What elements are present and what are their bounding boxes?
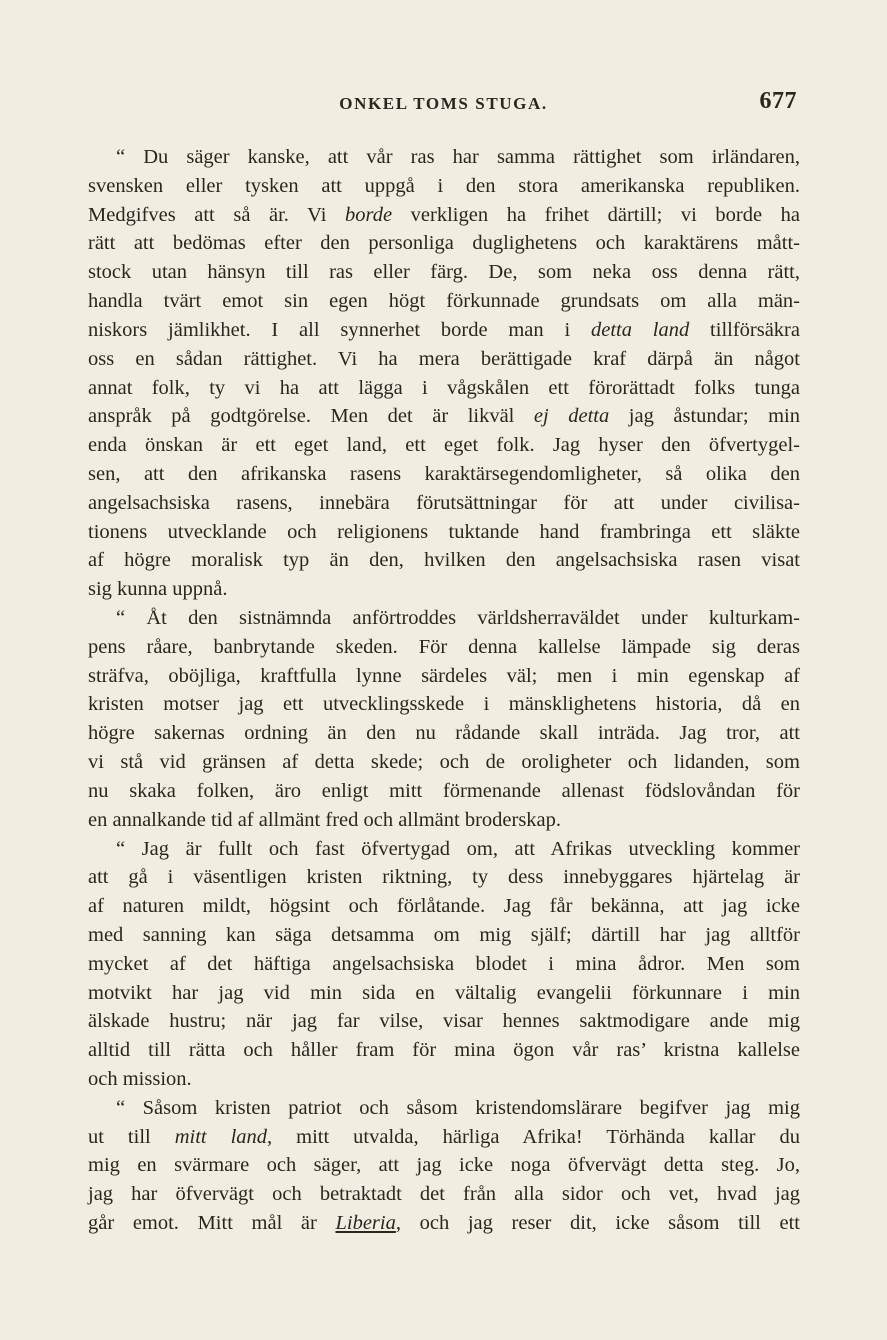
text-run: och mission. xyxy=(88,1068,192,1090)
text-line xyxy=(88,201,800,230)
text-line xyxy=(88,1036,800,1065)
text-run: niskors jämlikhet. I all synnerhet borde man i xyxy=(88,318,591,341)
text-line xyxy=(88,777,800,806)
text-run: sen, att den afrikanska rasens karaktärsegendomligheter, så olika den xyxy=(88,462,800,485)
text-line xyxy=(88,489,800,518)
text-line xyxy=(88,258,800,287)
page-header xyxy=(88,86,799,120)
text-line xyxy=(88,229,800,258)
text-run: , mitt utvalda, härliga Afrika! Törhända kallar du xyxy=(267,1125,800,1148)
text-line xyxy=(88,345,800,374)
text-run: sig kunna uppnå. xyxy=(88,578,228,601)
text-run: svensken eller tysken att uppgå i den stora amerikanska republiken. xyxy=(88,174,800,197)
text-line xyxy=(88,402,800,431)
text-line xyxy=(88,979,800,1008)
text-line xyxy=(88,892,800,921)
text-run: älskade hustru; när jag far vilse, visar hennes saktmodigare ande mig xyxy=(88,1010,800,1033)
text-line xyxy=(88,633,800,662)
page-number: 677 xyxy=(759,88,797,114)
text-run: “ Jag är fullt och fast öfvertygad om, att Afrikas utveckling kommer xyxy=(116,837,800,860)
text-run: pens råare, banbrytande skeden. För denna kallelse lämpade sig deras xyxy=(88,635,800,658)
text-run: ut till xyxy=(88,1125,175,1148)
italic-phrase: detta land xyxy=(590,318,690,341)
text-run: stock utan hänsyn till ras eller färg. De, som neka oss denna rätt, xyxy=(88,261,800,284)
text-run: alltid till rätta och håller fram för mina ögon vår ras’ kristna kallelse xyxy=(88,1039,800,1062)
text-run: angelsachsiska rasens, innebära förutsättningar för att under civilisa- xyxy=(88,491,800,514)
italic-phrase: borde xyxy=(345,203,393,226)
text-line xyxy=(88,1094,800,1123)
text-run: motvikt har jag vid min sida en vältalig evangelii förkunnare i min xyxy=(88,981,800,1004)
text-run: jag har öfvervägt och betraktadt det från alla sidor och vet, hvad jag xyxy=(88,1183,800,1206)
text-line xyxy=(88,287,800,316)
text-line xyxy=(88,143,800,172)
text-run: vi stå vid gränsen af detta skede; och de oroligheter och lidanden, som xyxy=(88,751,800,774)
text-run: “ Såsom kristen patriot och såsom kristendomslärare begifver jag mig xyxy=(116,1096,800,1119)
text-run: nu skaka folken, äro enligt mitt förmenande allenast födslovåndan för xyxy=(88,779,800,802)
text-run: tillförsäkra xyxy=(689,318,800,341)
text-run: sträfva, oböjliga, kraftfulla lynne särdeles väl; men i min egenskap af xyxy=(88,664,800,687)
body-text xyxy=(88,143,800,1238)
text-run: högre sakernas ordning än den nu rådande skall inträda. Jag tror, att xyxy=(88,722,800,745)
text-line xyxy=(88,719,800,748)
text-run: annat folk, ty vi ha att lägga i vågskålen ett förorättadt folks tunga xyxy=(88,376,800,399)
text-run: handla tvärt emot sin egen högt förkunnade grundsats om alla män- xyxy=(88,290,800,313)
text-run: enda önskan är ett eget land, ett eget folk. Jag hyser den öfvertygel- xyxy=(88,434,800,457)
text-line xyxy=(88,835,800,864)
italic-phrase: Liberia xyxy=(335,1212,396,1235)
italic-phrase: mitt land xyxy=(174,1125,268,1148)
text-run: att gå i väsentligen kristen riktning, ty dess innebyggares hjärtelag är xyxy=(88,866,800,889)
text-line xyxy=(88,316,800,345)
text-line xyxy=(88,806,800,835)
text-run: mig en svärmare och säger, att jag icke noga öfvervägt detta steg. Jo, xyxy=(88,1154,800,1177)
text-run: “ Åt den sistnämnda anförtroddes världsherraväldet under kulturkam- xyxy=(116,607,800,629)
text-line xyxy=(88,1065,800,1094)
text-line xyxy=(88,1209,800,1238)
text-run: oss en sådan rättighet. Vi ha mera berättigade kraf därpå än något xyxy=(88,347,800,370)
text-line xyxy=(88,431,800,460)
text-line xyxy=(88,690,800,719)
text-run: jag åstundar; min xyxy=(609,405,800,428)
text-line xyxy=(88,950,800,979)
text-line xyxy=(88,1123,800,1152)
text-run: kristen motser jag ett utvecklingsskede i mänsklighetens historia, då en xyxy=(88,693,800,716)
text-line xyxy=(88,575,800,604)
text-run: med sanning kan säga detsamma om mig själf; därtill har jag alltför xyxy=(88,923,800,946)
text-line xyxy=(88,662,800,691)
text-line xyxy=(88,374,800,403)
text-line xyxy=(88,1151,800,1180)
text-run: af naturen mildt, högsint och förlåtande. Jag får bekänna, att jag icke xyxy=(88,895,800,918)
text-line xyxy=(88,518,800,547)
text-line xyxy=(88,546,800,575)
text-run: anspråk på godtgörelse. Men det är likväl xyxy=(88,405,534,428)
text-run: verkligen ha frihet därtill; vi borde ha xyxy=(392,203,801,226)
italic-phrase: ej detta xyxy=(533,405,610,428)
text-run: går emot. Mitt mål är xyxy=(88,1212,336,1235)
text-line xyxy=(88,921,800,950)
text-run: Medgifves att så är. Vi xyxy=(88,203,346,226)
text-run: , och jag reser dit, icke såsom till ett xyxy=(395,1212,800,1235)
text-run: tionens utvecklande och religionens tuktande hand frambringa ett släkte xyxy=(88,520,800,543)
text-run: rätt att bedömas efter den personliga duglighetens och karaktärens mått- xyxy=(88,232,800,255)
text-line xyxy=(88,460,800,489)
text-line xyxy=(88,863,800,892)
running-title: ONKEL TOMS STUGA. xyxy=(339,94,548,113)
text-run: en annalkande tid af allmänt fred och allmänt broderskap. xyxy=(88,808,562,831)
text-line xyxy=(88,172,800,201)
text-line xyxy=(88,748,800,777)
text-line xyxy=(88,1180,800,1209)
text-line xyxy=(88,1007,800,1036)
text-line xyxy=(88,604,800,633)
text-run: mycket af det häftiga angelsachsiska blodet i mina ådror. Men som xyxy=(88,952,800,975)
text-run: af högre moralisk typ än den, hvilken den angelsachsiska rasen visat xyxy=(88,549,800,572)
text-run: “ Du säger kanske, att vår ras har samma rättighet som irländaren, xyxy=(116,146,800,168)
